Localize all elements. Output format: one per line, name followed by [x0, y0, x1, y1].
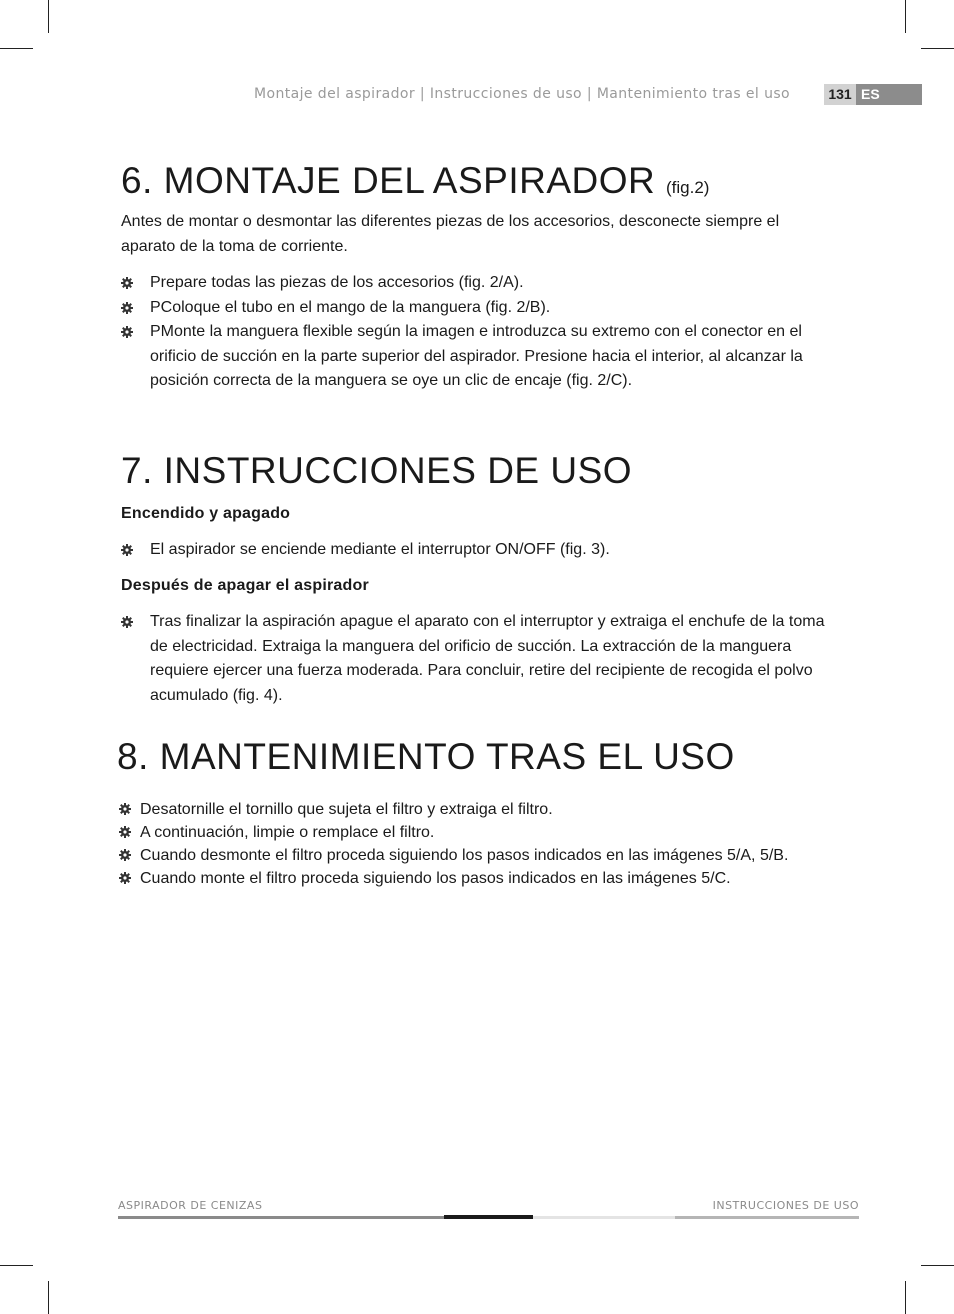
section-8-heading: [117, 736, 735, 778]
section-7-title: 7. INSTRUCCIONES DE USO: [121, 450, 633, 491]
list-item-text: Prepare todas las piezas de los accesorios (fig. 2/A).: [150, 274, 524, 291]
running-header: Montaje del aspirador | Instrucciones de uso | Mantenimiento tras el uso: [254, 86, 790, 102]
subheading-after-off: Después de apagar el aspirador: [121, 577, 369, 594]
list-item: [121, 538, 826, 563]
gear-icon: [121, 544, 133, 556]
section-7-heading: [121, 450, 632, 492]
gear-icon: [119, 872, 131, 884]
footer-bar: [533, 1216, 675, 1219]
list-item-text: A continuación, limpie o remplace el filtro.: [140, 824, 435, 841]
section-6-heading: [121, 160, 709, 202]
section-8-list: [119, 798, 831, 890]
list-item-text: Cuando desmonte el filtro proceda siguiendo los pasos indicados en las imágenes 5/A, 5/B.: [140, 847, 789, 864]
page-number: 131: [824, 84, 856, 105]
footer-bar: [118, 1216, 444, 1219]
list-item: [119, 798, 831, 821]
subheading-power: Encendido y apagado: [121, 505, 291, 522]
list-item: [121, 296, 826, 321]
list-item: [119, 867, 831, 890]
gear-icon: [119, 849, 131, 861]
gear-icon: [119, 803, 131, 815]
gear-icon: [121, 302, 133, 314]
gear-icon: [121, 616, 133, 628]
footer-left: ASPIRADOR DE CENIZAS: [118, 1199, 263, 1212]
crop-mark: [48, 1281, 49, 1314]
list-item-text: PColoque el tubo en el mango de la manguera (fig. 2/B).: [150, 298, 551, 316]
list-item: [121, 320, 826, 394]
section-7-list-2: [121, 610, 826, 708]
list-item: [121, 271, 826, 296]
crop-mark: [0, 1265, 33, 1266]
list-item: [119, 821, 831, 844]
section-6-fig-ref: (fig.2): [666, 178, 710, 197]
section-7-list-1: [121, 538, 826, 563]
crop-mark: [905, 1281, 906, 1314]
section-6-list: [121, 271, 826, 394]
list-item: [119, 844, 831, 867]
list-item: [121, 610, 826, 708]
gear-icon: [121, 326, 133, 338]
list-item-text: PMonte la manguera flexible según la imagen e introduzca su extremo con el conector en el orificio de succión en la parte superior del aspirador. Presione hacia el interior, al alcanzar la posición correcta de la manguera se oye un clic de encaje (fig. 2/C).: [150, 323, 803, 389]
footer-bar: [444, 1215, 533, 1219]
crop-mark: [921, 1265, 954, 1266]
list-item-text: Cuando monte el filtro proceda siguiendo los pasos indicados en las imágenes 5/C.: [140, 870, 731, 887]
list-item-text: Tras finalizar la aspiración apague el aparato con el interruptor y extraiga el enchufe de la toma de electricidad. Extraiga la manguera del orificio de succión. La extracción de la manguera requiere ejercer una fuerza moderada. Para concluir, retire del recipiente de recogida el polvo acumulado (fig. 4).: [150, 613, 825, 704]
footer-right: INSTRUCCIONES DE USO: [712, 1199, 859, 1212]
gear-icon: [119, 826, 131, 838]
crop-mark: [905, 0, 906, 33]
list-item-text: Desatornille el tornillo que sujeta el filtro y extraiga el filtro.: [140, 801, 553, 818]
crop-mark: [48, 0, 49, 33]
section-8-title: 8. MANTENIMIENTO TRAS EL USO: [117, 736, 735, 777]
footer-bar: [675, 1216, 859, 1219]
crop-mark: [921, 48, 954, 49]
crop-mark: [0, 48, 33, 49]
language-badge: ES: [856, 84, 922, 105]
gear-icon: [121, 277, 133, 289]
page-tab: [824, 84, 922, 105]
list-item-text: El aspirador se enciende mediante el interruptor ON/OFF (fig. 3).: [150, 541, 610, 558]
section-6-intro: Antes de montar o desmontar las diferentes piezas de los accesorios, desconecte siempre el aparato de la toma de corriente.: [121, 213, 780, 255]
section-6-title: 6. MONTAJE DEL ASPIRADOR: [121, 160, 656, 201]
